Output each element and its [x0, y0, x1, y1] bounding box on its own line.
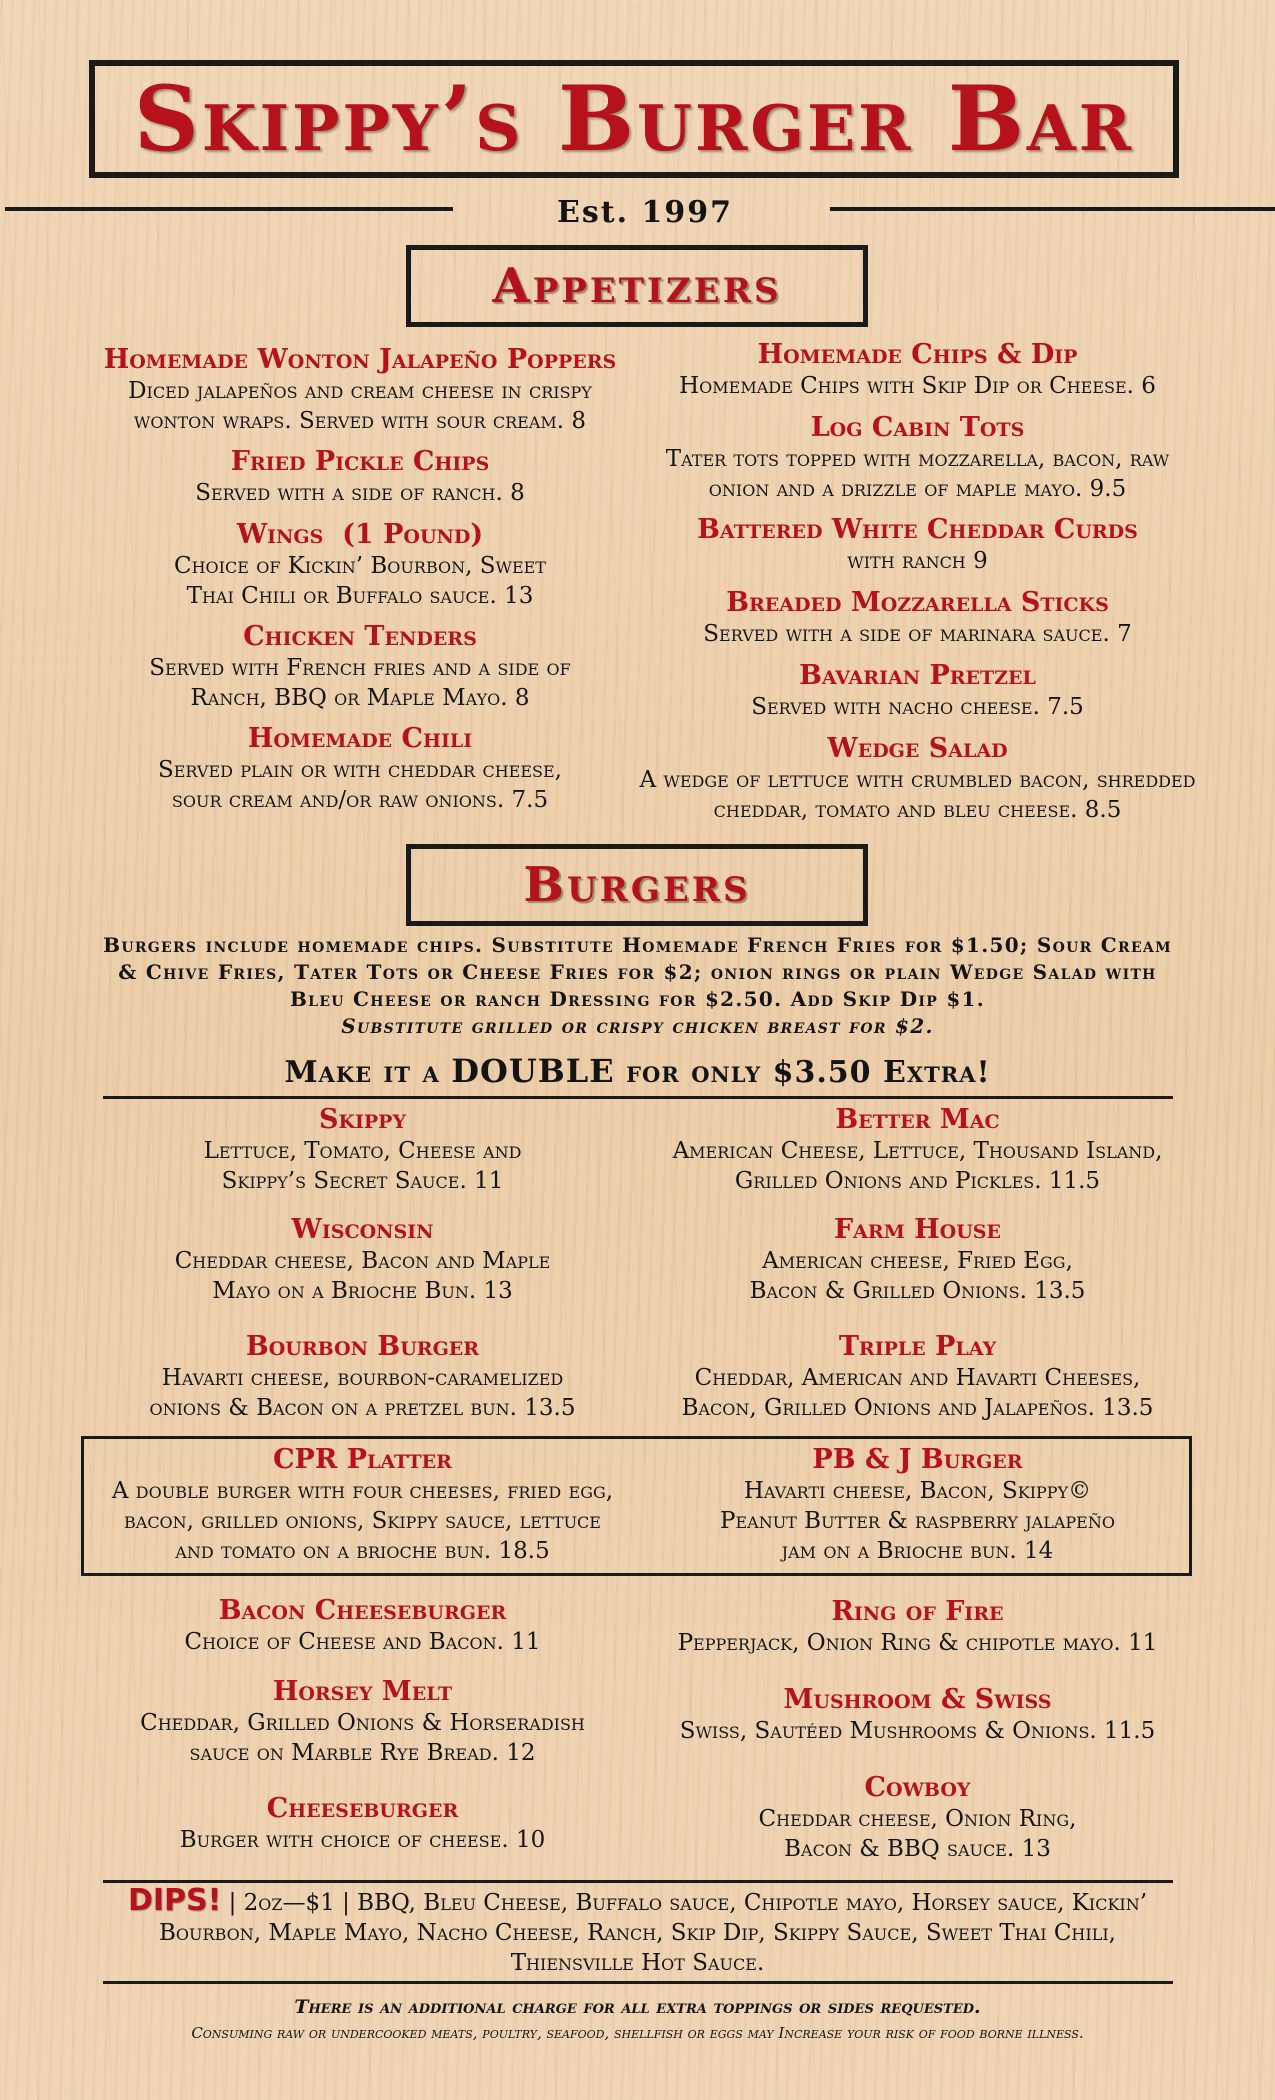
item-name: Wings (1 Pound) — [236, 519, 484, 550]
item-description: Served with a side of ranch. 8 — [195, 480, 525, 506]
item-name: Breaded Mozzarella Sticks — [726, 587, 1109, 618]
item-description: Diced jalapeños and cream cheese in crispy wonton wraps. Served with sour cream. 8 — [128, 378, 592, 434]
item-description: Havarti cheese, bourbon-caramelized onions & Bacon on a pretzel bun. 13.5 — [149, 1365, 576, 1421]
item-description: Served with a side of marinara sauce. 7 — [703, 621, 1132, 647]
burger-sides-note — [100, 932, 1175, 1040]
item-name: Fried Pickle Chips — [230, 446, 490, 477]
burger-better-mac — [660, 1104, 1175, 1196]
item-name: Bourbon Burger — [245, 1331, 480, 1362]
item-name: Wisconsin — [291, 1214, 434, 1245]
item-description: Served with nacho cheese. 7.5 — [751, 694, 1084, 720]
item-description: Swiss, Sautéed Mushrooms & Onions. 11.5 — [679, 1718, 1156, 1744]
burger-skippy — [100, 1104, 625, 1196]
burger-bourbon — [100, 1331, 625, 1423]
dips-divider-top — [103, 1880, 1173, 1883]
double-offer-keyword: DOUBLE — [451, 1052, 615, 1090]
double-offer-prefix: Make it a — [284, 1055, 440, 1090]
item-description: Havarti cheese, Bacon, Skippy© Peanut Butter & raspberry jalapeño jam on a Brioche bun. 14 — [720, 1478, 1115, 1564]
item-name: Cheeseburger — [266, 1793, 459, 1824]
item-name: Skippy — [318, 1104, 407, 1135]
item-description: Tater tots topped with mozzarella, bacon, raw onion and a drizzle of maple mayo. 9.5 — [665, 446, 1170, 502]
burger-cheeseburger — [100, 1793, 625, 1855]
burger-horsey-melt — [100, 1676, 625, 1768]
item-chips-and-dip — [630, 339, 1205, 401]
item-description: Served plain or with cheddar cheese, sour cream and/or raw onions. 7.5 — [158, 757, 562, 813]
item-name: Cowboy — [864, 1772, 971, 1803]
item-name: Farm House — [834, 1214, 1001, 1245]
burger-bacon-cheeseburger — [100, 1595, 625, 1657]
title-frame — [89, 60, 1179, 178]
item-mozzarella-sticks — [630, 587, 1205, 649]
extra-charge-note: There is an additional charge for all extra toppings or sides requested. — [294, 1996, 981, 2018]
item-name: Bavarian Pretzel — [799, 660, 1036, 691]
established-year: Est. 1997 — [557, 195, 733, 230]
burgers-header — [406, 844, 868, 926]
item-wings — [100, 519, 620, 611]
burger-cowboy — [660, 1772, 1175, 1864]
item-name: Battered White Cheddar Curds — [697, 514, 1138, 545]
burger-ring-of-fire — [660, 1596, 1175, 1658]
divider-right — [830, 207, 1275, 211]
item-description: American cheese, Fried Egg, Bacon & Grilled Onions. 13.5 — [749, 1248, 1086, 1304]
item-name: Triple Play — [838, 1331, 997, 1362]
item-wonton-poppers — [100, 344, 620, 436]
item-description: Pepperjack, Onion Ring & chipotle mayo. 11 — [677, 1630, 1158, 1656]
item-description: with ranch 9 — [847, 548, 988, 574]
item-name: Mushroom & Swiss — [783, 1684, 1052, 1715]
item-description: American Cheese, Lettuce, Thousand Island, Grilled Onions and Pickles. 11.5 — [672, 1138, 1163, 1194]
item-description: A double burger with four cheeses, fried egg, bacon, grilled onions, Skippy sauce, lettuce and tomato on a brioche bun. 18.5 — [111, 1478, 614, 1564]
burger-farm-house — [660, 1214, 1175, 1306]
dips-list: | 2oz—$1 | BBQ, Bleu Cheese, Buffalo sauce, Chipotle mayo, Horsey sauce, Kickin’ Bourbon, Maple Mayo, Nacho Cheese, Ranch, Skip Dip, Skippy Sauce, Sweet Thai Chili, Thiensville Hot Sauce. — [159, 1890, 1155, 1976]
item-description: Served with French fries and a side of Ranch, BBQ or Maple Mayo. 8 — [149, 655, 571, 711]
dips-label: DIPS! — [127, 1883, 222, 1918]
item-bavarian-pretzel — [630, 660, 1205, 722]
item-name: Chicken Tenders — [243, 621, 477, 652]
item-description: Cheddar, American and Havarti Cheeses, Bacon, Grilled Onions and Jalapeños. 13.5 — [681, 1365, 1154, 1421]
burger-pb-and-j — [660, 1444, 1175, 1566]
divider-left — [5, 207, 453, 211]
burger-triple-play — [660, 1331, 1175, 1423]
item-name: CPR Platter — [273, 1444, 452, 1475]
item-name: Better Mac — [835, 1104, 1000, 1135]
burgers-title: Burgers — [523, 857, 751, 913]
double-offer-suffix: for only $3.50 Extra! — [626, 1055, 991, 1090]
burger-mushroom-swiss — [660, 1684, 1175, 1746]
item-name: Homemade Wonton Jalapeño Poppers — [103, 344, 617, 375]
item-description: Lettuce, Tomato, Cheese and Skippy’s Secret Sauce. 11 — [203, 1138, 522, 1194]
item-name: Log Cabin Tots — [810, 412, 1025, 443]
item-name: Horsey Melt — [272, 1676, 453, 1707]
item-log-cabin-tots — [630, 412, 1205, 504]
item-description: Burger with choice of cheese. 10 — [179, 1827, 546, 1853]
double-offer — [100, 1052, 1175, 1090]
item-description: Cheddar cheese, Bacon and Maple Mayo on a Brioche Bun. 13 — [174, 1248, 551, 1304]
item-name: Bacon Cheeseburger — [218, 1595, 507, 1626]
burger-wisconsin — [100, 1214, 625, 1306]
burger-cpr-platter — [100, 1444, 625, 1566]
item-homemade-chili — [100, 723, 620, 815]
item-cheddar-curds — [630, 514, 1205, 576]
burgers-divider — [103, 1096, 1173, 1099]
item-chicken-tenders — [100, 621, 620, 713]
item-name: Homemade Chips & Dip — [757, 339, 1078, 370]
appetizers-title: Appetizers — [492, 258, 782, 314]
item-name: Wedge Salad — [827, 733, 1008, 764]
food-safety-disclaimer: Consuming raw or undercooked meats, poultry, seafood, shellfish or eggs may Increase your risk of food borne illness. — [191, 2024, 1084, 2042]
item-description: Choice of Kickin’ Bourbon, Sweet Thai Chili or Buffalo sauce. 13 — [174, 553, 546, 609]
item-description: Cheddar cheese, Onion Ring, Bacon & BBQ sauce. 13 — [758, 1806, 1077, 1862]
item-fried-pickle-chips — [100, 446, 620, 508]
item-name: Homemade Chili — [247, 723, 473, 754]
sides-note-text: Burgers include homemade chips. Substitute Homemade French Fries for $1.50; Sour Cream & Chive Fries, Tater Tots or Cheese Fries for $2; onion rings or plain Wedge Salad with Bleu Cheese or ranch Dressing for $2.50. Add Skip Dip $1. — [103, 933, 1172, 1011]
item-description: Cheddar, Grilled Onions & Horseradish sauce on Marble Rye Bread. 12 — [140, 1710, 585, 1766]
chicken-substitute-note: Substitute grilled or crispy chicken breast for $2. — [341, 1014, 934, 1038]
appetizers-header — [406, 245, 868, 327]
item-description: A wedge of lettuce with crumbled bacon, shredded cheddar, tomato and bleu cheese. 8.5 — [639, 767, 1196, 823]
restaurant-title: Skippy’s Burger Bar — [133, 66, 1135, 172]
item-description: Homemade Chips with Skip Dip or Cheese. 6 — [679, 373, 1156, 399]
dips-divider-bottom — [103, 1981, 1173, 1984]
dips-section — [100, 1883, 1175, 1978]
item-name: PB & J Burger — [812, 1444, 1023, 1475]
item-description: Choice of Cheese and Bacon. 11 — [184, 1629, 541, 1655]
item-wedge-salad — [630, 733, 1205, 825]
item-name: Ring of Fire — [831, 1596, 1004, 1627]
